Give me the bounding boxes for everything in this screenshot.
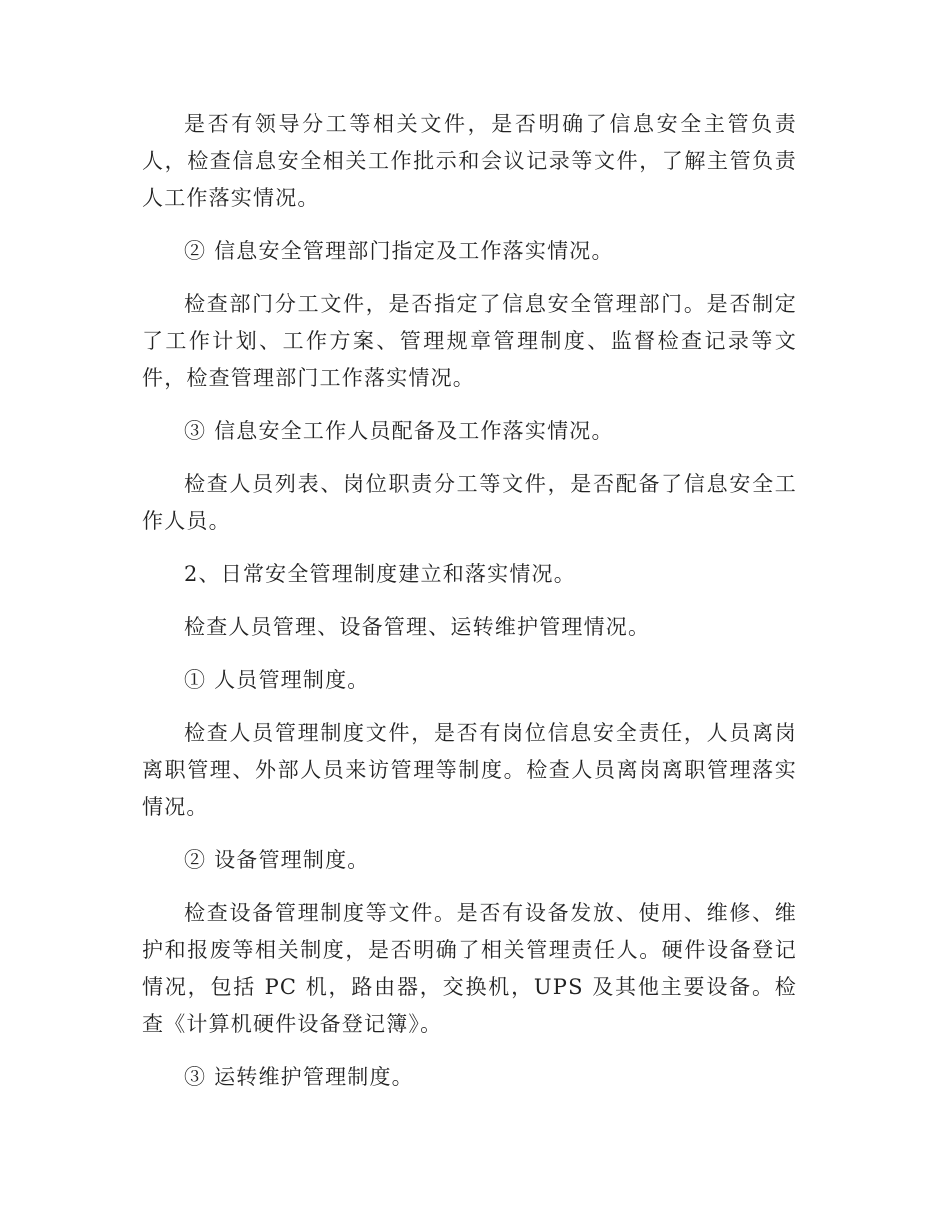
paragraph-leader-docs: 是否有领导分工等相关文件，是否明确了信息安全主管负责人，检查信息安全相关工作批示和会议记录等文件，了解主管负责人工作落实情况。 (142, 112, 797, 210)
paragraph-dept-check: 检查部门分工文件，是否指定了信息安全管理部门。是否制定了工作计划、工作方案、管理规章管理制度、监督检查记录等文件，检查管理部门工作落实情况。 (142, 292, 797, 390)
heading-personnel-policy: ① 人员管理制度。 (184, 668, 370, 692)
paragraph-personnel-check: 检查人员管理制度文件，是否有岗位信息安全责任，人员离岗离职管理、外部人员来访管理等制度。检查人员离岗离职管理落实情况。 (142, 721, 797, 819)
paragraph-equipment-check: 检查设备管理制度等文件。是否有设备发放、使用、维修、维护和报废等相关制度，是否明确了相关管理责任人。硬件设备登记情况，包括 PC 机，路由器，交换机，UPS 及其他主要设备。检查《计算机硬件设备登记簿》。 (142, 901, 797, 1036)
heading-daily-management: 2、日常安全管理制度建立和落实情况。 (184, 562, 576, 586)
heading-equipment-policy: ② 设备管理制度。 (184, 848, 370, 872)
heading-management-dept: ② 信息安全管理部门指定及工作落实情况。 (184, 239, 614, 263)
heading-maintenance-policy: ③ 运转维护管理制度。 (184, 1065, 414, 1089)
heading-staffing: ③ 信息安全工作人员配备及工作落实情况。 (184, 419, 614, 443)
document-body (142, 106, 797, 1112)
paragraph-daily-check: 检查人员管理、设备管理、运转维护管理情况。 (184, 615, 651, 639)
paragraph-staff-check: 检查人员列表、岗位职责分工等文件，是否配备了信息安全工作人员。 (142, 472, 797, 533)
